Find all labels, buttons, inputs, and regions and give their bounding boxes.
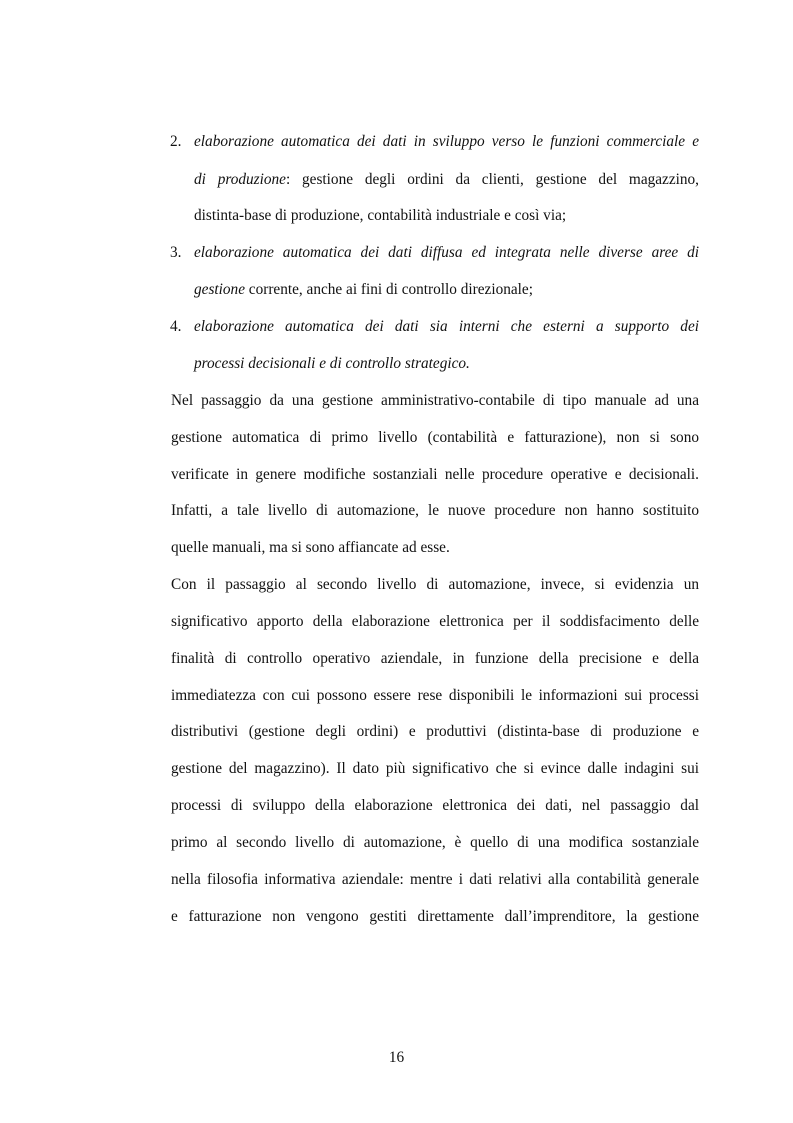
- paragraph-line: distributivi (gestione degli ordini) e produttivi (distinta-base di produzione e: [171, 723, 699, 740]
- list-item-4-line-2: [194, 354, 699, 374]
- paragraph-line: processi di sviluppo della elaborazione elettronica dei dati, nel passaggio dal: [171, 797, 699, 814]
- list-item-2-line-3: [194, 206, 699, 226]
- list-number: 3.: [170, 244, 182, 261]
- roman-text: : gestione degli ordini da clienti, gestione del magazzino,: [285, 171, 699, 188]
- list-item-3-line-1: [194, 243, 699, 263]
- paragraph-line: quelle manuali, ma si sono affiancate ad esse.: [171, 539, 450, 556]
- list-item-3-line-2: [194, 280, 699, 300]
- paragraph-line: nella filosofia informativa aziendale: mentre i dati relativi alla contabilità generale: [171, 871, 699, 888]
- paragraph-line: Infatti, a tale livello di automazione, le nuove procedure non hanno sostituito: [171, 502, 699, 519]
- paragraph-line: verificate in genere modifiche sostanziali nelle procedure operative e decisionali.: [171, 466, 699, 483]
- roman-text: corrente, anche ai fini di controllo direzionale;: [244, 281, 533, 298]
- paragraph-line: immediatezza con cui possono essere rese disponibili le informazioni sui processi: [171, 687, 699, 704]
- page-number: 16: [388, 1049, 405, 1066]
- paragraph-line: finalità di controllo operativo aziendale, in funzione della precisione e della: [171, 650, 699, 667]
- italic-text: elaborazione automatica dei dati in sviluppo verso le funzioni commerciale e: [194, 133, 699, 150]
- paragraph-line: Con il passaggio al secondo livello di automazione, invece, si evidenzia un: [171, 576, 699, 593]
- italic-text: elaborazione automatica dei dati diffusa ed integrata nelle diverse aree di: [194, 244, 699, 261]
- list-item-2-line-1: [194, 132, 699, 152]
- paragraph-line: primo al secondo livello di automazione, è quello di una modifica sostanziale: [171, 834, 699, 851]
- list-number: 4.: [170, 318, 182, 335]
- list-item-4-line-1: [194, 317, 699, 337]
- italic-text: di produzione: [194, 171, 286, 188]
- roman-text: distinta-base di produzione, contabilità industriale e così via;: [194, 207, 567, 224]
- paragraph-line: significativo apporto della elaborazione elettronica per il soddisfacimento delle: [171, 613, 699, 630]
- italic-text: elaborazione automatica dei dati sia interni che esterni a supporto dei: [194, 318, 699, 335]
- italic-text: processi decisionali e di controllo strategico.: [194, 355, 470, 372]
- paragraph-line: gestione automatica di primo livello (contabilità e fatturazione), non si sono: [171, 429, 699, 446]
- italic-text: gestione: [194, 281, 245, 298]
- paragraph-line: gestione del magazzino). Il dato più significativo che si evince dalle indagini sui: [171, 760, 699, 777]
- paragraph-line: e fatturazione non vengono gestiti direttamente dall’imprenditore, la gestione: [171, 908, 699, 925]
- list-number: 2.: [170, 133, 182, 150]
- paragraph-line: Nel passaggio da una gestione amministrativo-contabile di tipo manuale ad una: [171, 392, 699, 409]
- list-item-2-line-2: [194, 170, 699, 190]
